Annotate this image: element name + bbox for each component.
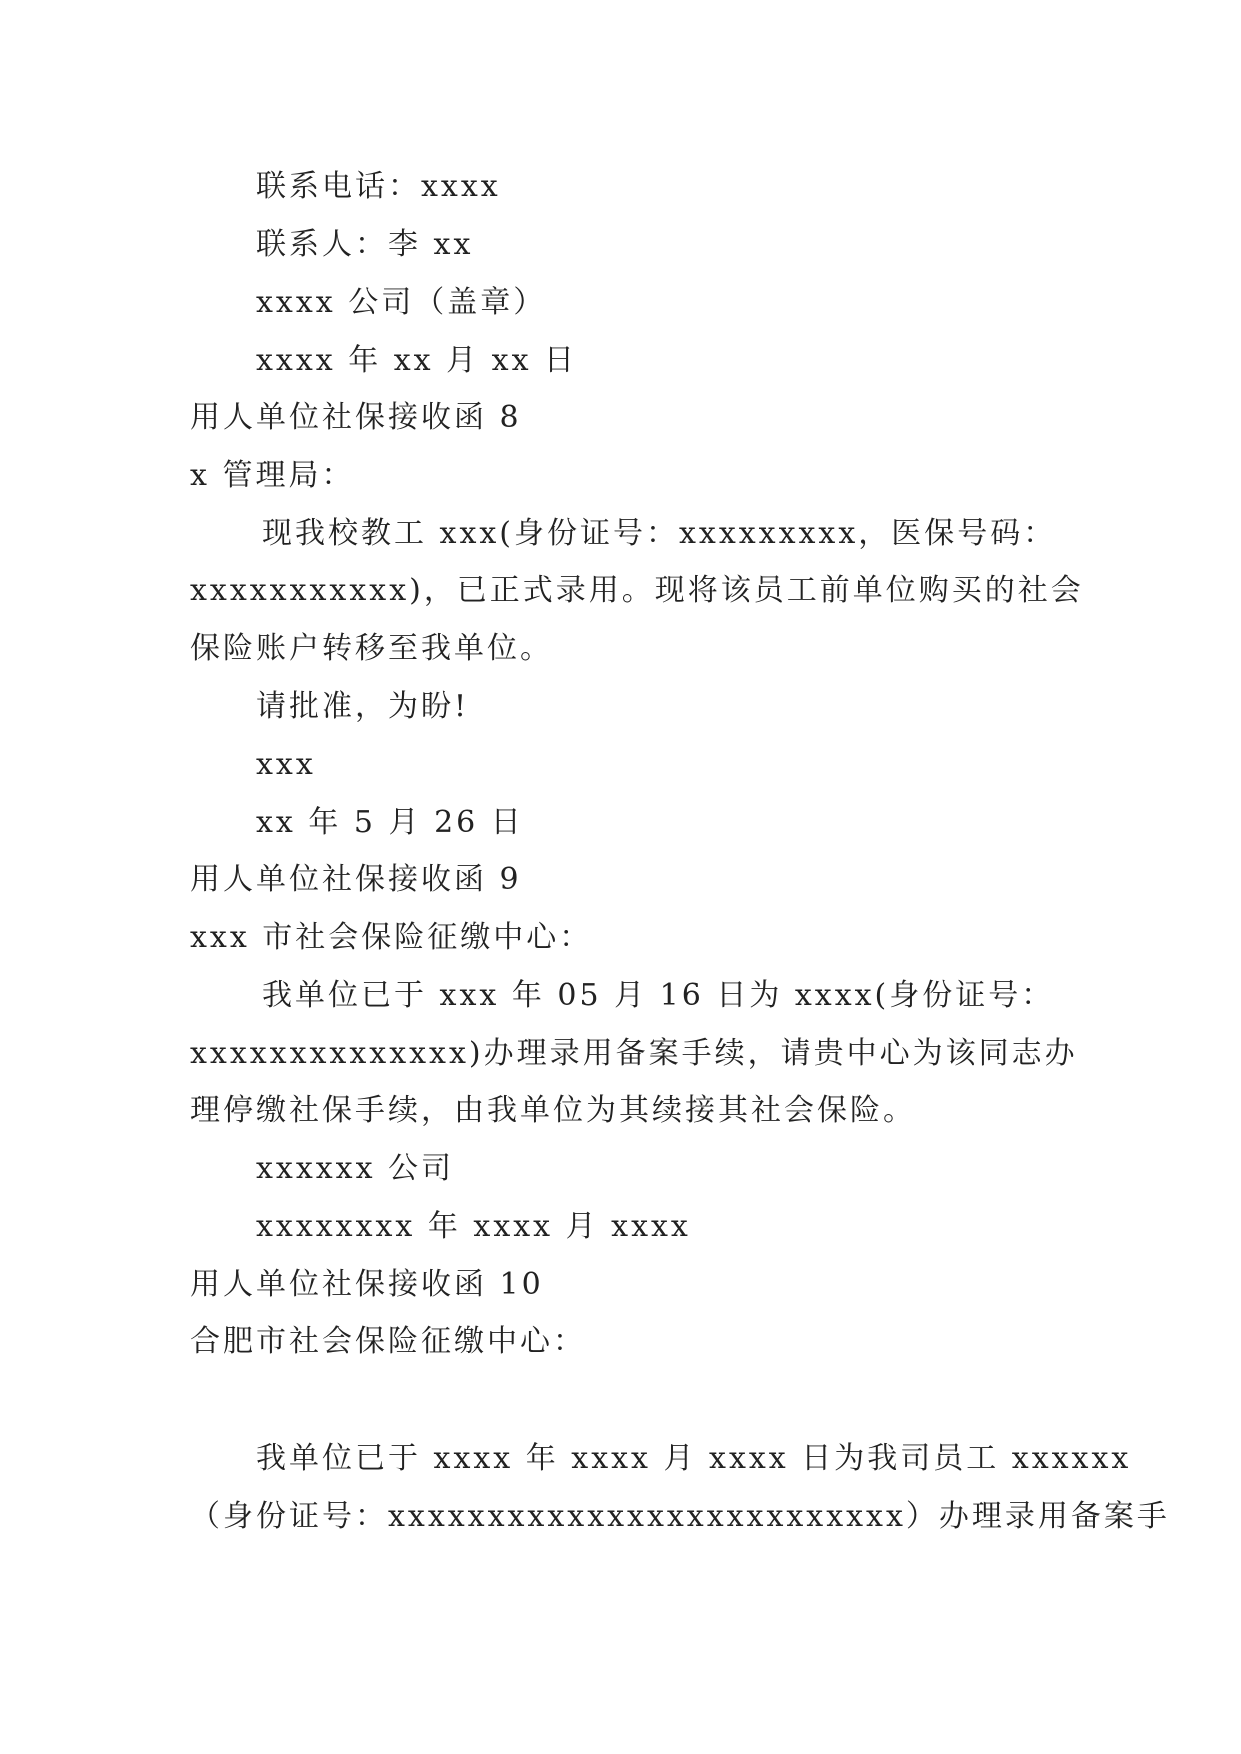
letter-heading: 用人单位社保接收函 8 <box>190 400 522 435</box>
body-paragraph-line: 现我校教工 xxx(身份证号：xxxxxxxxx，医保号码： <box>262 516 1057 551</box>
body-paragraph-line: xxxxxxxxxxxxxx)办理录用备案手续，请贵中心为该同志办 <box>190 1036 1078 1071</box>
letter-heading: 用人单位社保接收函 9 <box>190 862 522 897</box>
body-paragraph-line: 理停缴社保手续，由我单位为其续接其社会保险。 <box>190 1093 916 1128</box>
closing-remark: 请批准，为盼! <box>256 689 470 724</box>
body-paragraph-line: xxxxxxxxxxx)，已正式录用。现将该员工前单位购买的社会 <box>190 573 1084 608</box>
letter-date: xx 年 5 月 26 日 <box>256 805 524 840</box>
letter-date: xxxx 年 xx 月 xx 日 <box>256 343 578 378</box>
contact-phone: 联系电话：xxxx <box>256 169 501 204</box>
letter-heading: 用人单位社保接收函 10 <box>190 1267 544 1302</box>
sender-company: xxxxxx 公司 <box>256 1151 455 1186</box>
body-paragraph-line: 保险账户转移至我单位。 <box>190 631 553 666</box>
letter-recipient: x 管理局： <box>190 458 355 493</box>
company-seal: xxxx 公司（盖章） <box>256 285 547 320</box>
letter-recipient: xxx 市社会保险征缴中心： <box>190 920 593 955</box>
contact-person: 联系人：李 xx <box>256 227 474 262</box>
letter-recipient: 合肥市社会保险征缴中心： <box>190 1324 586 1359</box>
body-paragraph-line: 我单位已于 xxx 年 05 月 16 日为 xxxx(身份证号： <box>262 978 1055 1013</box>
letter-date: xxxxxxxx 年 xxxx 月 xxxx <box>256 1209 691 1244</box>
body-paragraph-line: （身份证号：xxxxxxxxxxxxxxxxxxxxxxxxxx）办理录用备案手 <box>190 1499 1170 1534</box>
sender-name: xxx <box>256 747 316 782</box>
body-paragraph-line: 我单位已于 xxxx 年 xxxx 月 xxxx 日为我司员工 xxxxxx <box>256 1441 1132 1476</box>
